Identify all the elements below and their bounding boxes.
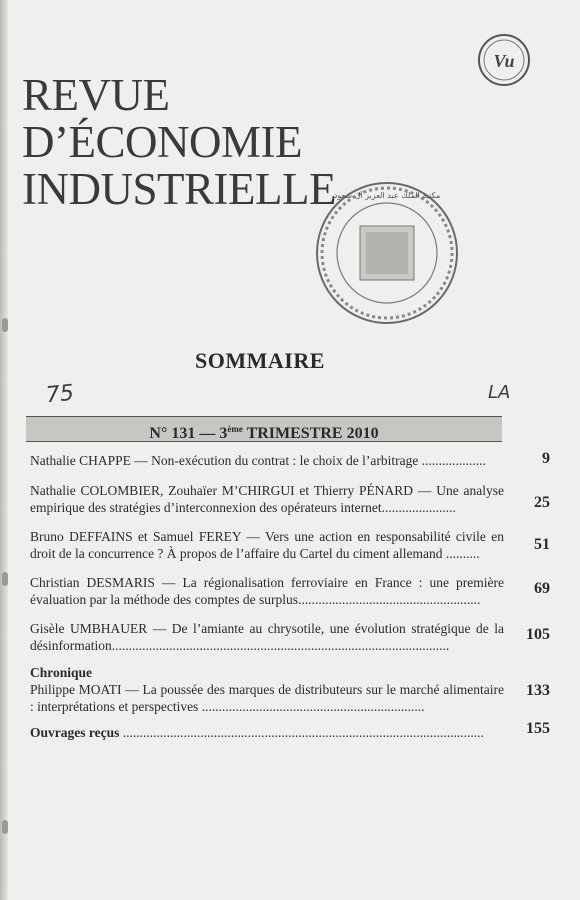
entry-text: Christian DESMARIS — La régionalisation ferroviaire en France : une première évaluation par la méthode des comptes de surplus bbox=[30, 575, 504, 607]
toc-entry bbox=[30, 664, 550, 715]
entry-page: 133 bbox=[526, 682, 550, 699]
issue-quarter: TRIMESTRE 2010 bbox=[242, 425, 379, 442]
entry-leader: ........................................................................................................... bbox=[119, 725, 484, 740]
entry-leader: .......... bbox=[442, 546, 480, 561]
library-seal-icon bbox=[312, 178, 462, 328]
entry-page: 69 bbox=[534, 580, 550, 597]
binding-mark bbox=[2, 820, 8, 834]
page-binding-edge bbox=[0, 0, 8, 900]
entry-leader: ...................... bbox=[381, 500, 456, 515]
entry-leader: ................... bbox=[418, 453, 486, 468]
entry-page: 51 bbox=[534, 536, 550, 553]
title-line: D’ÉCONOMIE bbox=[22, 117, 302, 167]
sommaire-heading: SOMMAIRE bbox=[195, 348, 325, 373]
entry-text: Nathalie COLOMBIER, Zouhaïer M’CHIRGUI et Thierry PÉNARD — Une analyse empirique des stratégies d’interconnexion des opérateurs internet bbox=[30, 483, 504, 515]
entry-text: Philippe MOATI — La poussée des marques de distributeurs sur le marché alimentaire : interprétations et perspectives bbox=[30, 682, 504, 714]
issue-banner bbox=[26, 416, 502, 442]
issue-ordinal: ème bbox=[227, 424, 243, 434]
toc-entry bbox=[30, 574, 550, 608]
entry-leader: .................................................................. bbox=[198, 699, 425, 714]
entry-text: Gisèle UMBHAUER — De l’amiante au chrysotile, une évolution stratégique de la désinformation bbox=[30, 621, 504, 653]
entry-page: 105 bbox=[526, 626, 550, 643]
entry-leader: .................................................................................................... bbox=[111, 638, 450, 653]
issue-number: N° 131 — 3 bbox=[149, 425, 228, 442]
toc-entry bbox=[30, 720, 550, 741]
entry-text: Nathalie CHAPPE — Non-exécution du contrat : le choix de l’arbitrage bbox=[30, 453, 419, 468]
toc-entry bbox=[30, 482, 550, 516]
entry-text: Ouvrages reçus bbox=[30, 725, 120, 740]
svg-text:Vu: Vu bbox=[493, 51, 515, 71]
entry-page: 155 bbox=[526, 720, 550, 737]
binding-mark bbox=[2, 318, 8, 332]
entry-page: 9 bbox=[542, 450, 550, 467]
vu-stamp-icon bbox=[476, 32, 532, 88]
toc-entry bbox=[30, 452, 550, 469]
entry-text: Bruno DEFFAINS et Samuel FEREY — Vers une action en responsabilité civile en droit de la concurrence ? À propos de l’affaire du Cartel du ciment allemand bbox=[30, 529, 504, 561]
toc-entry bbox=[30, 620, 550, 654]
svg-text:مكتبة الملك عبد العزيز آل سعود: مكتبة الملك عبد العزيز آل سعود bbox=[333, 191, 441, 200]
title-line: REVUE bbox=[22, 70, 170, 120]
entry-page: 25 bbox=[534, 494, 550, 511]
handwritten-note: LA bbox=[488, 382, 511, 403]
handwritten-note: 75 bbox=[44, 380, 76, 409]
binding-mark bbox=[2, 572, 8, 586]
entry-category: Chronique bbox=[30, 665, 93, 680]
journal-title bbox=[22, 72, 336, 213]
title-line: INDUSTRIELLE bbox=[22, 164, 336, 214]
entry-leader: ...................................................... bbox=[298, 592, 481, 607]
toc-entry bbox=[30, 528, 550, 562]
